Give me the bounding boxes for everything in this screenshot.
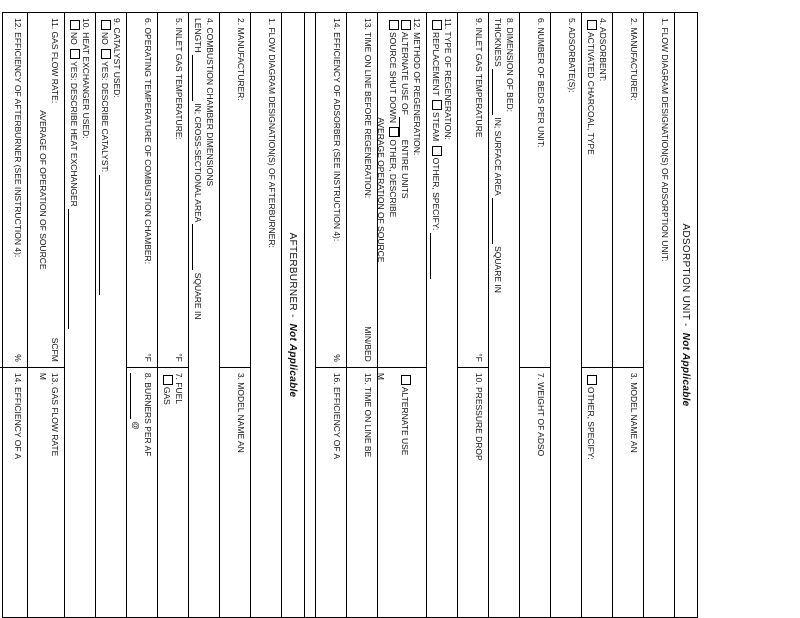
adsorption-q11-label: 11. TYPE OF REGENERATION: <box>443 18 453 140</box>
bed-thickness-field[interactable] <box>492 69 502 115</box>
adsorption-q12[interactable] <box>378 13 426 368</box>
ab-inlet-temp-unit: °F <box>174 353 184 362</box>
adsorption-q13-label: 13. TIME ON LINE BEFORE REGENERATION: <box>363 18 373 199</box>
adsorption-q16[interactable] <box>316 368 346 617</box>
operating-temp-unit: °F <box>143 353 153 362</box>
afterburner-q3-label: 3. MODEL NAME AN <box>236 372 246 453</box>
adsorption-q12-label: 12. METHOD OF REGENERATION: <box>412 18 422 156</box>
average-operation-label: AVERAGE OPERATION OF SOURCE <box>376 117 386 263</box>
adsorption-q4[interactable] <box>582 13 612 368</box>
adsorption-status: Not Applicable <box>680 332 692 407</box>
adsorption-q2[interactable] <box>613 13 643 368</box>
charcoal-option-label: ACTIVATED CHARCOAL, TYPE <box>586 32 596 155</box>
heat-exchanger-yes-checkbox[interactable] <box>70 49 80 59</box>
cross-section-label: IN; CROSS-SECTIONAL AREA <box>193 103 203 222</box>
afterburner-q14[interactable] <box>0 368 27 617</box>
adsorber-efficiency-unit: % <box>332 354 342 362</box>
adsorption-q14[interactable] <box>316 13 346 368</box>
afterburner-q1[interactable] <box>251 13 281 617</box>
afterburner-q3[interactable] <box>220 368 250 617</box>
surface-area-label: IN; SURFACE AREA <box>493 117 503 196</box>
afterburner-q4[interactable] <box>189 13 219 617</box>
afterburner-row-8 <box>27 13 64 617</box>
catalyst-yes-checkbox[interactable] <box>101 49 111 59</box>
adsorption-row-9 <box>377 13 426 617</box>
adsorption-q6-label: 6. NUMBER OF BEDS PER UNIT: <box>536 18 546 148</box>
adsorption-q3-label: 3. MODEL NAME AN <box>629 372 639 453</box>
steam-label: STEAM <box>431 111 441 142</box>
adsorption-q15[interactable] <box>347 368 377 617</box>
adsorption-q2-label: 2. MANUFACTURER: <box>629 18 639 101</box>
heat-exchanger-no-checkbox[interactable] <box>70 20 80 30</box>
heat-exchanger-description-field[interactable] <box>68 209 78 329</box>
adsorbent-other-checkbox[interactable] <box>587 375 597 385</box>
afterburner-q7[interactable] <box>158 368 188 617</box>
chamber-length-label: LENGTH <box>193 18 203 53</box>
regen-other-label: OTHER, SPECIFY: <box>431 157 441 231</box>
afterburner-row-5 <box>126 13 157 617</box>
adsorption-q3[interactable] <box>613 368 643 617</box>
afterburner-q9[interactable] <box>96 13 126 617</box>
afterburner-q12-label: 12. EFFICIENCY OF AFTERBURNER (SEE INSTRUCTION 4): <box>13 18 23 258</box>
adsorption-title-text: ADSORPTION UNIT - <box>680 223 692 327</box>
adsorption-q7-label: 7. WEIGHT OF ADSO <box>536 372 546 457</box>
adsorption-q14-label: 14. EFFICIENCY OF ADSORBER (SEE INSTRUCTION 4): <box>332 18 342 242</box>
adsorption-q15-label: 15. TIME ON LINE BE <box>363 372 373 458</box>
afterburner-efficiency-unit: % <box>13 354 23 362</box>
adsorption-row-6 <box>488 13 519 617</box>
heat-exchanger-no-label: NO <box>69 32 79 45</box>
section-divider <box>304 13 315 617</box>
adsorption-q5-label: 5. ADSORBATE(S): <box>567 18 577 93</box>
surface-area-unit: SQUARE IN <box>493 246 503 293</box>
method-other-label: OTHER, DESCRIBE <box>388 139 398 218</box>
catalyst-yes-label: YES: DESCRIBE CATALYST: <box>100 61 110 173</box>
adsorption-q10-label: 10. PRESSURE DROP <box>474 372 484 461</box>
alternate-units-field[interactable] <box>399 117 409 137</box>
alternate-use-right-checkbox[interactable] <box>401 375 411 385</box>
afterburner-q10-label: 10. HEAT EXCHANGER USED: <box>81 18 91 139</box>
afterburner-row-9 <box>0 13 27 617</box>
adsorbent-other-label: OTHER, SPECIFY: <box>586 386 596 460</box>
afterburner-right-m: M <box>38 372 48 380</box>
adsorption-row-10 <box>346 13 377 617</box>
afterburner-row-4 <box>157 13 188 617</box>
adsorption-row-8 <box>426 13 457 617</box>
adsorption-right-m: M <box>376 372 386 380</box>
adsorption-q12-right[interactable] <box>378 368 426 617</box>
afterburner-q11[interactable] <box>28 13 64 368</box>
adsorption-q6[interactable] <box>520 13 550 368</box>
catalyst-no-checkbox[interactable] <box>101 20 111 30</box>
adsorption-q9[interactable] <box>458 13 488 368</box>
afterburner-q9-label: 9. CATALYST USED: <box>112 18 122 98</box>
replacement-label: REPLACEMENT <box>431 32 441 96</box>
charcoal-checkbox[interactable] <box>587 20 597 30</box>
adsorption-q5[interactable] <box>551 13 581 617</box>
adsorption-q1-label: 1. FLOW DIAGRAM DESIGNATION(S) OF ADSORPTION UNIT: <box>660 18 670 262</box>
bed-thickness-label: THICKNESS <box>493 18 503 67</box>
burners-at-label: @ <box>131 421 141 430</box>
adsorption-q4-label: 4. ADSORBENT: <box>598 18 608 82</box>
afterburner-q8[interactable] <box>127 368 157 617</box>
afterburner-row-6 <box>95 13 126 617</box>
burners-field[interactable] <box>130 373 140 419</box>
adsorption-q16-label: 16. EFFICIENCY OF A <box>332 372 342 460</box>
adsorption-q4-other[interactable] <box>582 368 612 617</box>
adsorption-section-title <box>674 13 697 617</box>
adsorption-row-5 <box>519 13 550 617</box>
afterburner-q10[interactable] <box>65 13 95 617</box>
adsorption-q1[interactable] <box>644 13 674 617</box>
afterburner-q4-label: 4. COMBUSTION CHAMBER DIMENSIONS <box>205 18 215 187</box>
afterburner-q13-label: 13. GAS FLOW RATE <box>50 372 60 457</box>
alternate-use-right-label: ALTERNATE USE <box>400 386 410 456</box>
surface-area-field[interactable] <box>492 198 502 244</box>
chamber-length-field[interactable] <box>192 55 202 101</box>
fuel-gas-checkbox[interactable] <box>163 375 173 385</box>
afterburner-q2-label: 2. MANUFACTURER: <box>236 18 246 101</box>
adsorption-row-1 <box>643 13 674 617</box>
afterburner-row-2 <box>219 13 250 617</box>
heat-exchanger-yes-label: YES: DESCRIBE HEAT EXCHANGER <box>69 61 79 207</box>
afterburner-status: Not Applicable <box>287 323 299 398</box>
replacement-checkbox[interactable] <box>432 20 442 30</box>
afterburner-row-3 <box>188 13 219 617</box>
adsorption-q8[interactable] <box>489 13 519 617</box>
adsorption-row-4 <box>550 13 581 617</box>
afterburner-section-title <box>281 13 304 617</box>
ab-average-operation-label: AVERAGE OF OPERATION OF SOURCE <box>38 110 48 270</box>
afterburner-title-text: AFTERBURNER - <box>287 232 299 318</box>
adsorption-row-7 <box>457 13 488 617</box>
alternate-use-checkbox[interactable] <box>401 20 411 30</box>
adsorption-row-11 <box>315 13 346 617</box>
afterburner-q6[interactable] <box>127 13 157 368</box>
adsorption-q8-label: 8. DIMENSION OF BED: <box>505 18 515 112</box>
time-on-line-unit: MIN/BED <box>363 326 373 362</box>
afterburner-q6-label: 6. OPERATING TEMPERATURE OF COMBUSTION CHAMBER: <box>143 18 153 265</box>
cross-section-field[interactable] <box>192 224 202 270</box>
afterburner-q8-label: 8. BURNERS PER AF <box>143 372 153 457</box>
steam-checkbox[interactable] <box>432 100 442 110</box>
afterburner-q11-label: 11. GAS FLOW RATE: <box>50 18 60 104</box>
method-other-checkbox[interactable] <box>389 127 399 137</box>
catalyst-description-field[interactable] <box>99 175 109 295</box>
catalyst-no-label: NO <box>100 32 110 45</box>
gas-flow-unit: SCFM <box>50 337 60 362</box>
afterburner-q1-label: 1. FLOW DIAGRAM DESIGNATION(S) OF AFTERBURNER: <box>267 18 277 248</box>
control-equipment-form <box>2 12 698 618</box>
adsorption-q9-label: 9. INLET GAS TEMPERATURE <box>474 18 484 138</box>
afterburner-q12[interactable] <box>0 13 27 368</box>
afterburner-q5-label: 5. INLET GAS TEMPERATURE: <box>174 18 184 140</box>
adsorption-q13[interactable] <box>347 13 377 368</box>
adsorption-row-2 <box>612 13 643 617</box>
adsorption-q11[interactable] <box>427 13 457 617</box>
alternate-use-label: ALTERNATE USE OF <box>400 32 410 115</box>
fuel-gas-label: GAS <box>162 386 172 405</box>
source-shutdown-checkbox[interactable] <box>389 20 399 30</box>
source-shutdown-label: SOURCE SHUT DOWN <box>388 32 398 123</box>
afterburner-row-1 <box>250 13 281 617</box>
afterburner-q14-label: 14. EFFICIENCY OF A <box>13 372 23 460</box>
afterburner-q13[interactable] <box>28 368 64 617</box>
regen-other-field[interactable] <box>430 233 440 279</box>
afterburner-q7-label: 7. FUEL <box>174 372 184 405</box>
adsorption-q10[interactable] <box>458 368 488 617</box>
afterburner-q2[interactable] <box>220 13 250 368</box>
afterburner-q5[interactable] <box>158 13 188 368</box>
regen-other-checkbox[interactable] <box>432 146 442 156</box>
adsorption-q7[interactable] <box>520 368 550 617</box>
adsorption-row-3 <box>581 13 612 617</box>
afterburner-row-7 <box>64 13 95 617</box>
cross-section-unit: SQUARE IN <box>193 272 203 320</box>
inlet-temp-unit: °F <box>474 353 484 362</box>
entire-units-label: ENTIRE UNITS <box>400 139 410 199</box>
